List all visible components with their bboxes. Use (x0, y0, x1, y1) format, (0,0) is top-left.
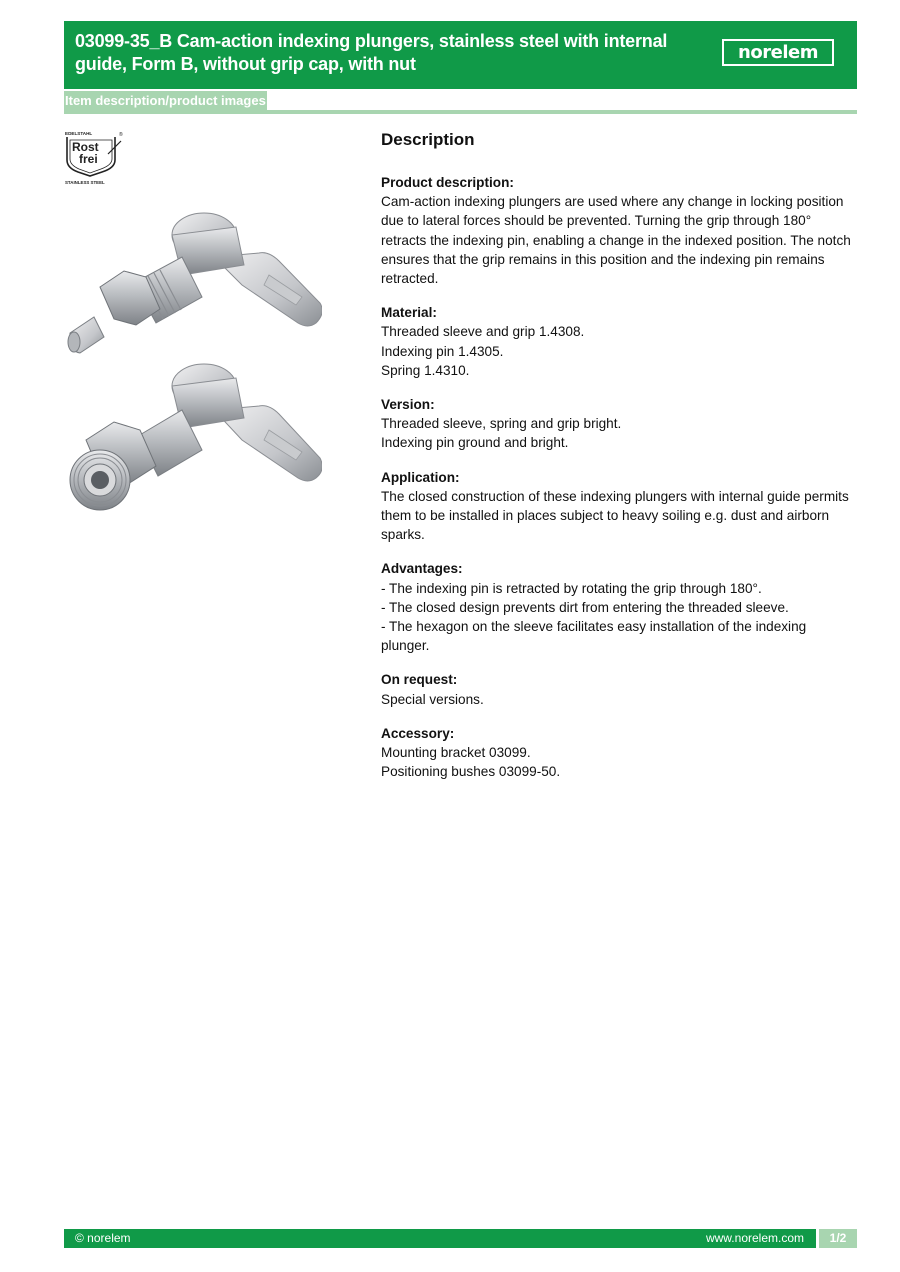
page-title: 03099-35_B Cam-action indexing plungers, stainless steel with internal guide, Form B, without grip cap, with nut (75, 31, 668, 74)
badge-registered-mark: ® (119, 132, 123, 138)
section-text-line: Positioning bushes 03099-50. (381, 764, 561, 780)
section-text-line: Spring 1.4310. (381, 362, 470, 378)
section-text-line: Threaded sleeve and grip 1.4308. (381, 324, 585, 340)
section-text-line: Mounting bracket 03099. (381, 745, 531, 761)
footer-website-link[interactable]: www.norelem.com (705, 1231, 804, 1245)
badge-bottom-text: STAINLESS STEEL (65, 180, 105, 185)
section-label: Application: (381, 469, 460, 485)
section-text-line: - The hexagon on the sleeve facilitates easy installation of the indexing plunger. (381, 619, 807, 654)
footer-bar (64, 1229, 816, 1248)
section-label: Accessory: (381, 725, 455, 741)
section-text-line: Indexing pin ground and bright. (381, 435, 569, 451)
description-section (381, 173, 851, 288)
section-label: On request: (381, 672, 458, 688)
section-tab-item-description: Item description/product images (65, 93, 266, 108)
product-image-1 (64, 205, 322, 357)
page-number: 1/2 (819, 1229, 857, 1248)
stainless-steel-badge-icon (64, 130, 126, 186)
section-text-line: The closed construction of these indexing plungers with internal guide permits them to be installed in places subject to heavy soiling e.g. dust and airborn sparks. (381, 488, 849, 543)
header-bar (64, 21, 857, 89)
logo-text: norelem (738, 42, 818, 63)
description-section (381, 670, 851, 708)
section-label: Product description: (381, 175, 514, 190)
badge-line1-text: Rost (72, 140, 99, 154)
badge-line2-text: frei (79, 152, 98, 166)
norelem-logo (722, 39, 834, 66)
section-text-line: Indexing pin 1.4305. (381, 343, 504, 359)
description-heading: Description (381, 130, 475, 149)
description-section (381, 468, 851, 545)
section-text-line: Threaded sleeve, spring and grip bright. (381, 416, 622, 432)
section-label: Advantages: (381, 561, 463, 577)
section-divider (64, 110, 857, 114)
description-section (381, 303, 851, 380)
description-section (381, 395, 851, 453)
section-text-line: Cam-action indexing plungers are used where any change in locking position due to lateral forces should be prevented. Turning the grip through 180° retracts the indexing pin, enabling a change in the indexed position. The notch ensures that the grip remains in this position and the indexing pin remains retracted. (381, 194, 851, 287)
section-text-line: - The indexing pin is retracted by rotating the grip through 180°. (381, 580, 762, 596)
section-label: Version: (381, 397, 435, 413)
description-section (381, 724, 851, 782)
description-panel (381, 128, 851, 796)
product-image-2 (64, 362, 322, 514)
section-text-line: Special versions. (381, 691, 484, 707)
section-text-line: - The closed design prevents dirt from entering the threaded sleeve. (381, 599, 789, 615)
badge-top-text: EDELSTAHL (65, 131, 93, 136)
section-label: Material: (381, 305, 437, 321)
footer-copyright: © norelem (75, 1231, 131, 1245)
description-section (381, 559, 851, 655)
